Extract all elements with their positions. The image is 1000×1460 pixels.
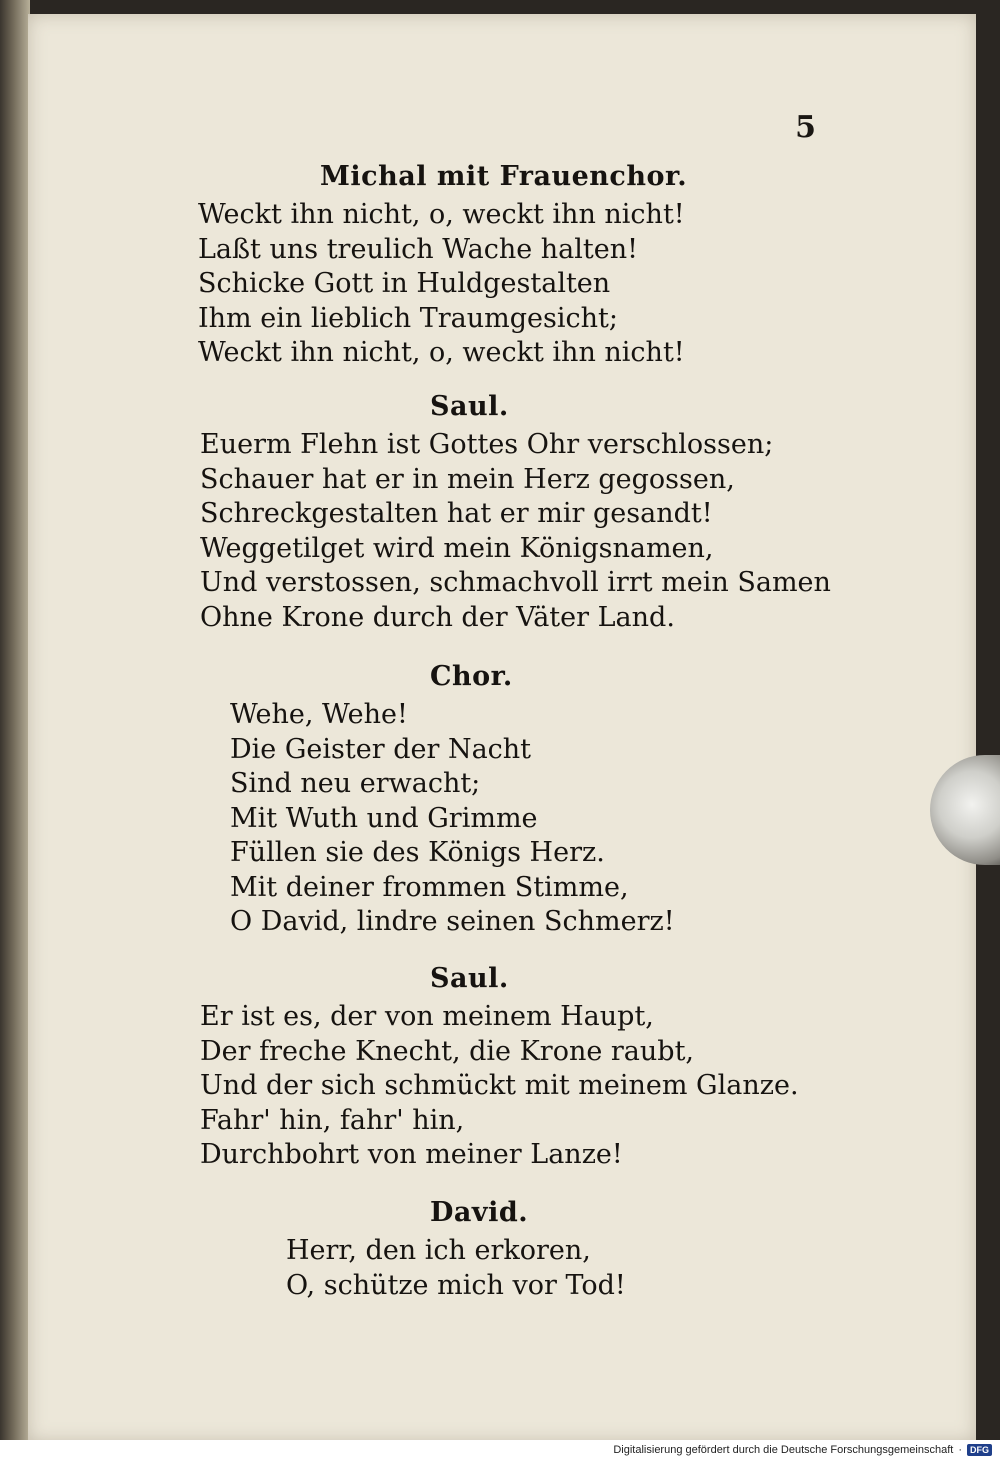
verse-line: O, schütze mich vor Tod! bbox=[286, 1269, 626, 1301]
separator: · bbox=[958, 1444, 962, 1456]
verse-line: Durchbohrt von meiner Lanze! bbox=[200, 1139, 623, 1170]
verse-line: Schauer hat er in mein Herz gegossen, bbox=[200, 463, 735, 495]
verse-line: Weggetilget wird mein Königsnamen, bbox=[200, 532, 714, 564]
verse-line: Ihm ein lieblich Traumgesicht; bbox=[198, 302, 618, 334]
speaker-heading: Saul. bbox=[430, 391, 509, 422]
verse-line: Wehe, Wehe! bbox=[230, 699, 408, 730]
verse-line: Laßt uns treulich Wache halten! bbox=[198, 233, 638, 265]
verse-line: Fahr' hin, fahr' hin, bbox=[200, 1104, 465, 1136]
speaker-heading: Chor. bbox=[430, 661, 513, 692]
verse-line: Füllen sie des Königs Herz. bbox=[230, 837, 605, 868]
digitization-footer bbox=[0, 1440, 1000, 1460]
verse-saul-1 bbox=[28, 386, 976, 635]
verse-line: O David, lindre seinen Schmerz! bbox=[230, 906, 675, 937]
footer-credit-text: Digitalisierung gefördert durch die Deutsche Forschungsgemeinschaft bbox=[613, 1444, 954, 1456]
verse-line: Mit deiner frommen Stimme, bbox=[230, 871, 629, 903]
verse-line: Mit Wuth und Grimme bbox=[230, 802, 538, 834]
verse-david bbox=[28, 1192, 976, 1303]
speaker-heading: Saul. bbox=[430, 963, 509, 994]
verse-line: Herr, den ich erkoren, bbox=[286, 1235, 591, 1266]
verse-line: Er ist es, der von meinem Haupt, bbox=[200, 1001, 654, 1032]
verse-michal bbox=[28, 156, 976, 371]
verse-line: Und verstossen, schmachvoll irrt mein Samen bbox=[200, 567, 831, 598]
verse-line: Weckt ihn nicht, o, weckt ihn nicht! bbox=[198, 199, 685, 230]
verse-line: Schreckgestalten hat er mir gesandt! bbox=[200, 498, 713, 529]
verse-line: Weckt ihn nicht, o, weckt ihn nicht! bbox=[198, 337, 685, 368]
speaker-heading: Michal mit Frauenchor. bbox=[320, 161, 688, 192]
verse-line: Ohne Krone durch der Väter Land. bbox=[200, 601, 675, 633]
book-page bbox=[28, 14, 976, 1442]
verse-line: Euerm Flehn ist Gottes Ohr verschlossen; bbox=[200, 429, 774, 460]
adjacent-page-edge bbox=[0, 0, 30, 1445]
verse-line: Die Geister der Nacht bbox=[230, 733, 532, 765]
verse-line: Der freche Knecht, die Krone raubt, bbox=[200, 1035, 695, 1067]
verse-line: Sind neu erwacht; bbox=[230, 768, 481, 799]
verse-line: Schicke Gott in Huldgestalten bbox=[198, 268, 611, 299]
verse-chor bbox=[28, 656, 976, 940]
verse-line: Und der sich schmückt mit meinem Glanze. bbox=[200, 1070, 799, 1101]
verse-saul-2 bbox=[28, 958, 976, 1173]
dfg-logo-icon: DFG bbox=[967, 1444, 992, 1456]
speaker-heading: David. bbox=[430, 1197, 529, 1228]
page-number: 5 bbox=[795, 110, 816, 145]
